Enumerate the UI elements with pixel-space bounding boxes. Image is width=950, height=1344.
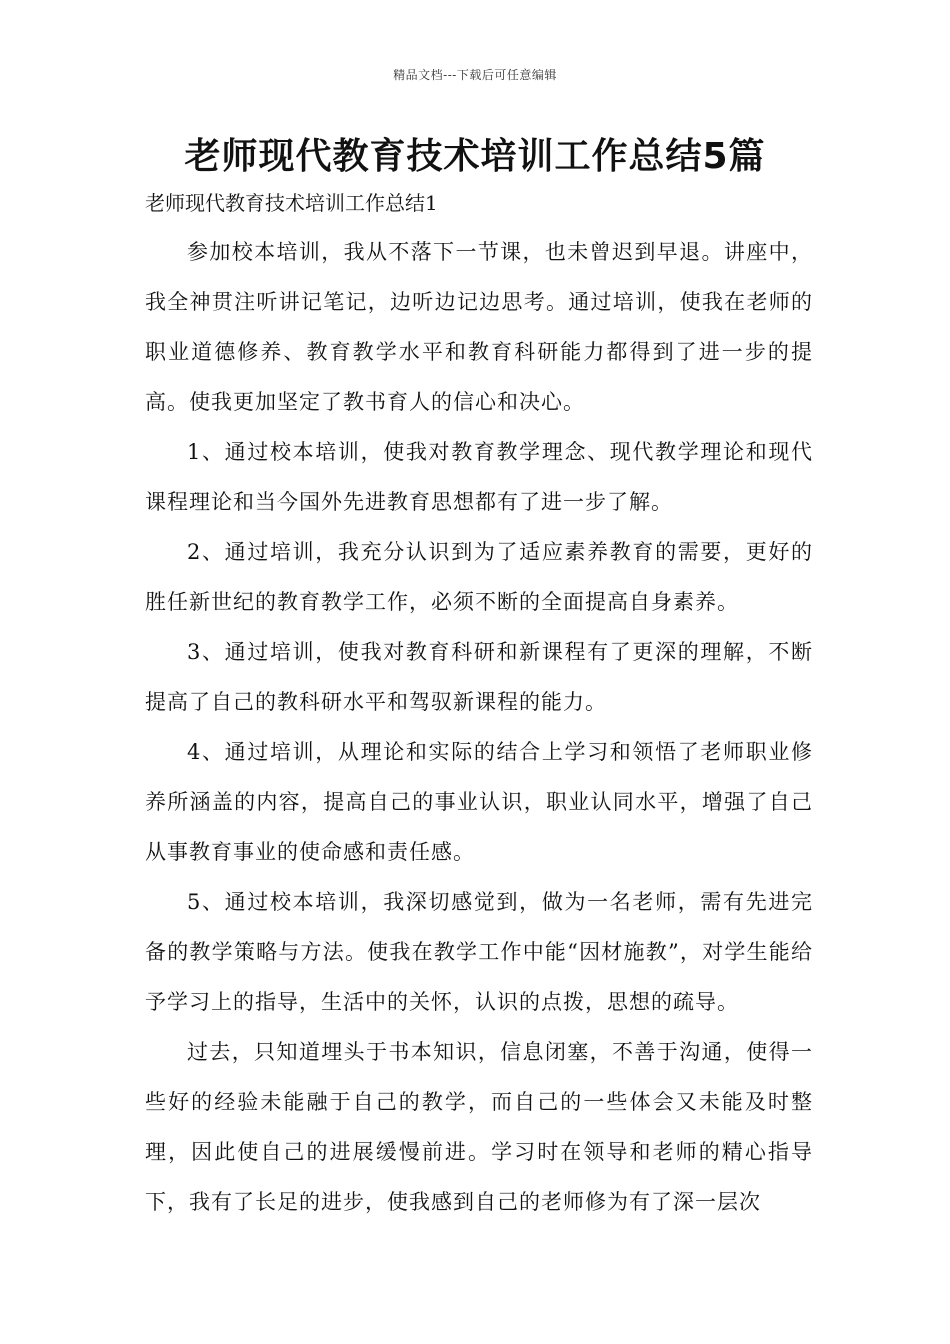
paragraph-point-5: 5、通过校本培训，我深切感觉到，做为一名老师，需有先进完备的教学策略与方法。使我在教学工作中能“因材施教”，对学生能给予学习上的指导，生活中的关怀，认识的点拨，思想的疏导。 [145, 890, 813, 1014]
paragraph-point-2: 2、通过培训，我充分认识到为了适应素养教育的需要，更好的胜任新世纪的教育教学工作，必须不断的全面提高自身素养。 [145, 540, 813, 614]
header-note: 精品文档---下载后可任意编辑 [393, 68, 557, 82]
document-title: 老师现代教育技术培训工作总结5篇 [184, 136, 766, 177]
section-heading: 老师现代教育技术培训工作总结1 [145, 191, 438, 215]
paragraph-reflection: 过去，只知道埋头于书本知识，信息闭塞，不善于沟通，使得一些好的经验未能融于自己的教学，而自己的一些体会又未能及时整理，因此使自己的进展缓慢前进。学习时在领导和老师的精心指导下，我有了长足的进步，使我感到自己的老师修为有了深一层次 [145, 1040, 813, 1214]
document-body [145, 227, 813, 1227]
paragraph-point-1: 1、通过校本培训，使我对教育教学理念、现代教学理论和现代课程理论和当今国外先进教育思想都有了进一步了解。 [145, 440, 813, 514]
paragraph-point-4: 4、通过培训，从理论和实际的结合上学习和领悟了老师职业修养所涵盖的内容，提高自己的事业认识，职业认同水平，增强了自己从事教育事业的使命感和责任感。 [145, 740, 813, 864]
paragraph-point-3: 3、通过培训，使我对教育科研和新课程有了更深的理解，不断提高了自己的教科研水平和驾驭新课程的能力。 [145, 640, 813, 714]
paragraph-intro: 参加校本培训，我从不落下一节课，也未曾迟到早退。讲座中，我全神贯注听讲记笔记，边听边记边思考。通过培训，使我在老师的职业道德修养、教育教学水平和教育科研能力都得到了进一步的提高。使我更加坚定了教书育人的信心和决心。 [145, 240, 813, 414]
